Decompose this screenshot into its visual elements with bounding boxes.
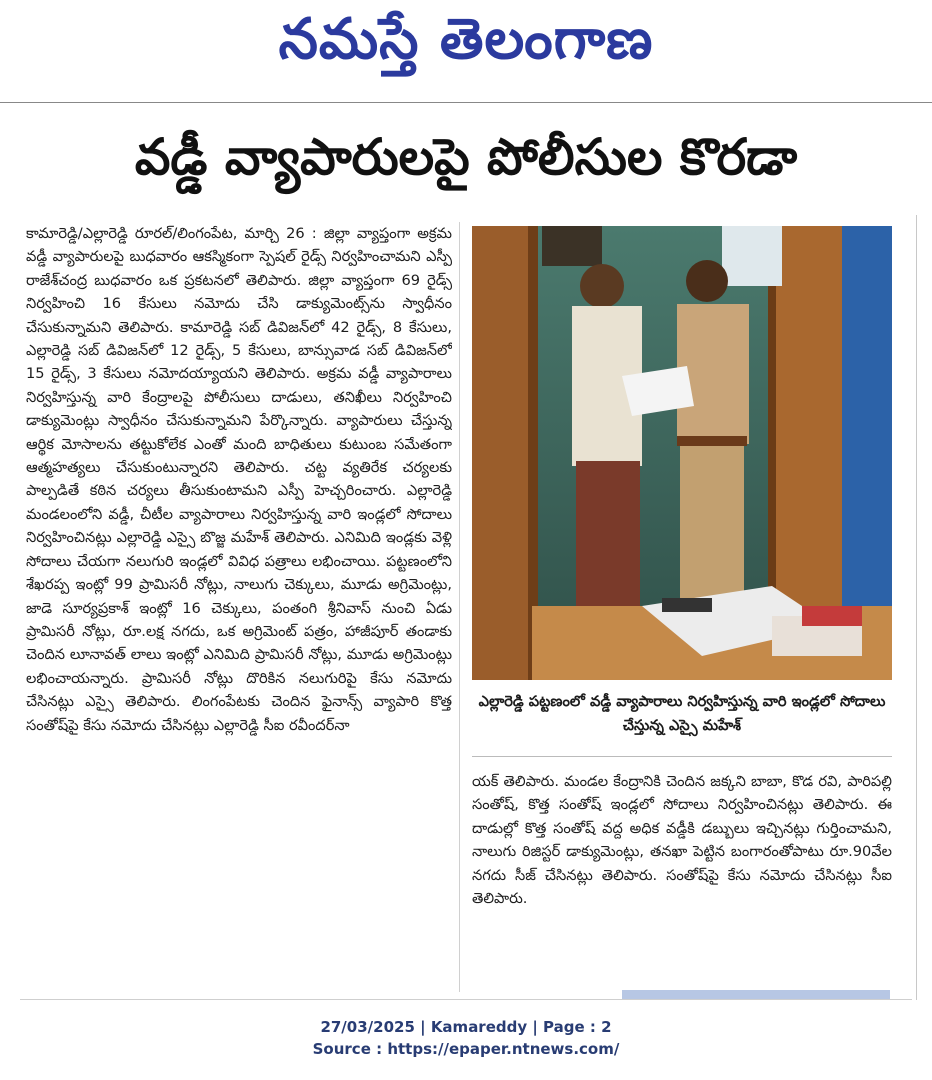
masthead — [0, 0, 932, 100]
caption-divider — [472, 756, 892, 757]
bottom-divider — [20, 999, 912, 1000]
right-border — [916, 215, 917, 1000]
photo-caption: ఎల్లారెడ్డి పట్టణంలో వడ్డీ వ్యాపారాలు నిర్వహిస్తున్న వారి ఇండ్లలో సోదాలు చేస్తున్న ఎస్సై మహేశ్ — [478, 693, 886, 734]
article-text: కామారెడ్డి/ఎల్లారెడ్డి రూరల్/లింగంపేట, మార్చి 26 : జిల్లా వ్యాప్తంగా అక్రమ వడ్డీ వ్యాపారులపై బుధవారం ఆకస్మికంగా స్పెషల్ రైడ్స్ నిర్వహించామని ఎస్పీ రాజేశ్‌చంద్ర బుధవారం ఒక ప్రకటనలో తెలిపారు. జిల్లా వ్యాప్తంగా 69 రైడ్స్ నిర్వహించి 16 కేసులు నమోదు చేసి డాక్యుమెంట్స్‌ను స్వాధీనం చేసుకున్నామని తెలిపారు. కామారెడ్డి సబ్ డివిజన్‌లో 42 రైడ్స్, 8 కేసులు, ఎల్లారెడ్డి సబ్ డివిజన్‌లో 12 రైడ్స్, 5 కేసులు, బాన్సువాడ సబ్ డివిజన్‌లో 15 రైడ్స్, 3 కేసులు నమోదయ్యాయని తెలిపారు. అక్రమ వడ్డీ వ్యాపారాలు నిర్వహిస్తున్న వారి కేంద్రాలపై పోలీసులు దాడులు, తనిఖీలు నిర్వహించి డాక్యుమెంట్లు స్వాధీనం చేసుకున్నామని పేర్కొన్నారు. వ్యాపారులు చేస్తున్న ఆర్థిక మోసాలను తట్టుకోలేక ఎంతో మంది బాధితులు కుటుంబ సమేతంగా ఆత్మహత్యలు చేసుకుంటున్నారని తెలిపారు. చట్ట వ్యతిరేక చర్యలకు పాల్పడితే కఠిన చర్యలు తీసుకుంటామని ఎస్పీ హెచ్చరించారు. ఎల్లారెడ్డి మండలంలోని వడ్డీ, చీటీల వ్యాపారాలు నిర్వహిస్తున్న వారి ఇండ్లలో సోదాలు నిర్వహించినట్లు ఎల్లారెడ్డి ఎస్సై బొజ్జ మహేశ్ తెలిపారు. ఎనిమిది ఇండ్లకు వెళ్లి సోదాలు చేయగా నలుగురి ఇండ్లలో వివిధ పత్రాలు లభించాయి. పట్టణంలోని శేఖరప్ప ఇంట్లో 99 ప్రామిసరీ నోట్లు, నాలుగు చెక్కులు, మూడు అగ్రిమెంట్లు, జాడె సూర్యప్రకాశ్ ఇంట్లో 16 చెక్కులు, పంతంగి శ్రీనివాస్ నుంచి ఏడు ప్రామిసరీ నోట్లు, రూ.లక్ష నగదు, ఒక అగ్రిమెంట్ పత్రం, హాజీపూర్ తండాకు చెందిన లూనావత్ లాలు ఇంట్లో ఎనిమిది ప్రామిసరీ నోట్లు, మూడు అగ్రిమెంట్లు లభించాయన్నారు. ప్రామిసరీ నోట్లు దొరికిన నలుగురిపై కేసు నమోదు చేసినట్లు ఎస్సై తెలిపారు. లింగంపేటకు చెందిన ఫైనాన్స్ వ్యాపారి కొత్త సంతోష్‌పై కేసు నమోదు చేసినట్లు ఎల్లారెడ్డి సీఐ రవీందర్‌నా — [26, 225, 452, 734]
news-photo — [472, 226, 892, 680]
article-body-column-2 — [472, 770, 892, 970]
photo-police-inspection — [472, 226, 892, 680]
newspaper-logo: నమస్తే తెలంగాణ — [278, 7, 654, 72]
footer-source-link[interactable]: Source : https://epaper.ntnews.com/ — [312, 1040, 620, 1058]
footer-date-page: 27/03/2025 | Kamareddy | Page : 2 — [320, 1018, 612, 1036]
blue-accent-bar — [622, 990, 890, 999]
column-divider — [459, 222, 460, 992]
page-footer — [0, 1016, 932, 1060]
masthead-divider — [0, 102, 932, 103]
article-text-continued: యక్ తెలిపారు. మండల కేంద్రానికి చెందిన జక్కని బాబా, కొడ రవి, పారిపల్లి సంతోష్, కొత్త సంతోష్ ఇండ్లలో సోదాలు నిర్వహించినట్లు తెలిపారు. ఈ దాడుల్లో కొత్త సంతోష్ వద్ద అధిక వడ్డీకి డబ్బులు ఇచ్చినట్లు గుర్తించామని, నాలుగు రిజిస్టర్ డాక్యుమెంట్లు, తనఖా పెట్టిన బంగారంతోపాటు రూ.90వేల నగదు సీజ్ చేసినట్లు తెలిపారు. సంతోష్‌పై కేసు నమోదు చేసినట్లు సీఐ తెలిపారు. — [472, 773, 892, 908]
article-headline: వడ్డీ వ్యాపారులపై పోలీసుల కొరడా — [134, 128, 798, 186]
article-body-column-1 — [26, 222, 452, 974]
